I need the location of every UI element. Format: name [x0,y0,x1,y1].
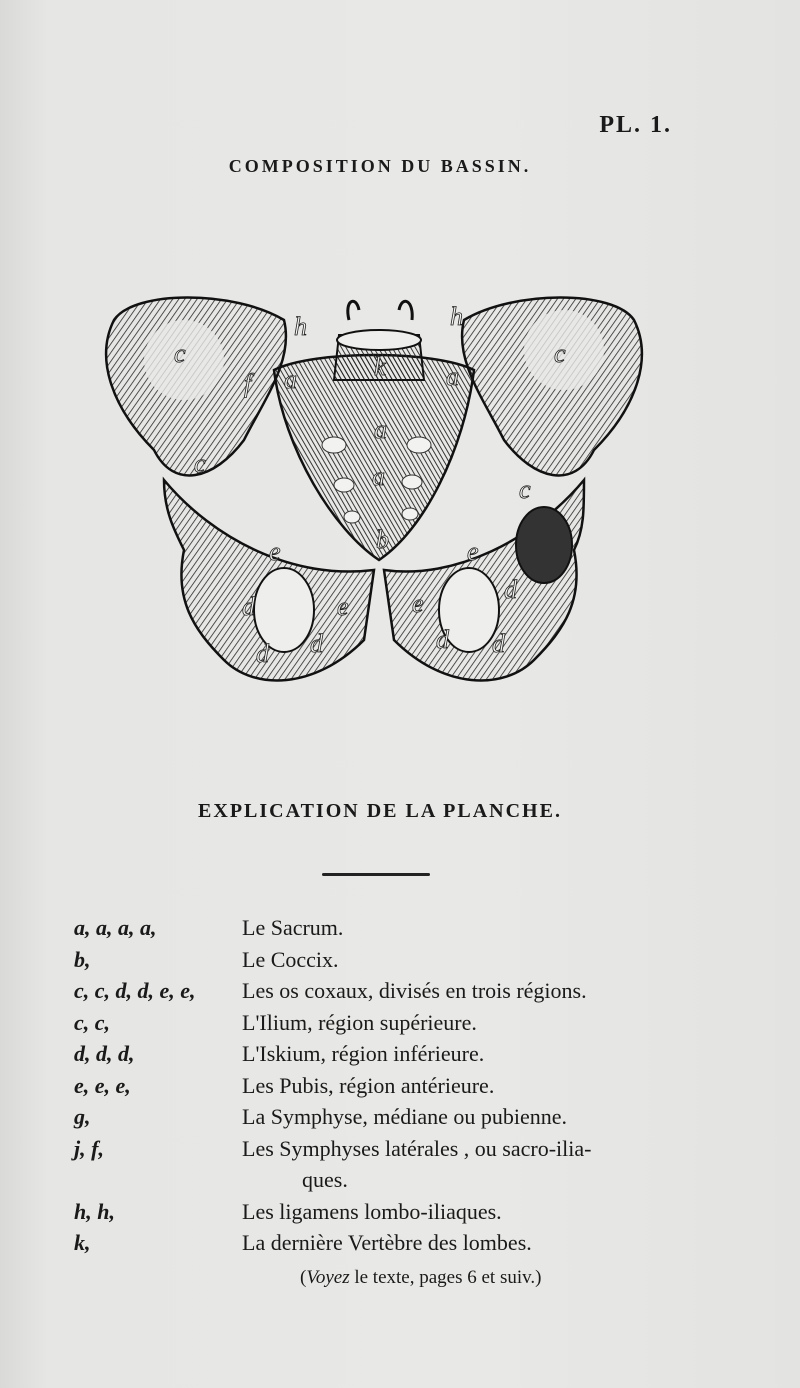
label-a-1: a [284,365,297,394]
legend-description: La dernière Vertèbre des lombes. [242,1230,532,1255]
legend-description: Les Pubis, région antérieure. [242,1072,495,1098]
explanation-title: EXPLICATION DE LA PLANCHE. [198,800,562,822]
legend-description: Le Sacrum. [242,915,344,940]
legend-letters: e, e, e, [74,1072,131,1098]
legend-letters: c, c, [74,1009,111,1035]
label-d-6: d [492,629,505,658]
legend-row [70,1133,710,1165]
legend-row [70,1196,710,1228]
legend-letters: d, d, d, [74,1041,135,1066]
label-h-right: h [450,302,463,331]
legend-row [70,1164,710,1196]
legend-description: La Symphyse, médiane ou pubienne. [242,1104,568,1129]
legend-description: L'Ilium, région supérieure. [242,1009,477,1035]
label-d-3: d [310,629,323,658]
legend-letters: a, a, a, a, [74,915,157,940]
label-c-right: c [554,339,566,368]
legend-row [70,1070,710,1102]
legend-row [70,912,710,944]
reference-text: le texte, pages 6 et suiv.) [349,1267,542,1288]
label-c-left: c [174,339,186,368]
plate-number: PL. 1. [599,112,672,138]
legend-letters: k, [74,1230,91,1255]
label-c-mid-right: c [519,475,531,504]
legend-letters: b, [74,946,91,972]
legend-description: Les ligamens lombo-iliaques. [242,1198,502,1224]
label-f: f [244,369,252,398]
label-c-mid-left: c [194,449,206,478]
legend-description: Les os coxaux, divisés en trois régions. [242,978,587,1003]
label-d-1: d [242,592,255,621]
sacrum [274,355,474,560]
text-reference [300,1267,541,1289]
label-e-1: e [269,537,281,566]
legend-description: Les Symphyses latérales , ou sacro-ilia- [242,1135,592,1161]
reference-open-paren: ( [300,1267,307,1288]
legend-row [70,1007,710,1039]
legend-description: Le Coccix. [242,946,339,972]
label-b: b [376,525,389,554]
label-d-5: d [436,625,449,654]
label-a-2: a [446,362,459,391]
legend-row [70,1038,710,1070]
legend-row [70,975,710,1007]
legend-row [70,944,710,976]
explanation-legend [70,912,710,1259]
legend-description: L'Iskium, région inférieure. [242,1041,485,1066]
legend-row [70,1101,710,1133]
legend-letters: g, [74,1104,91,1129]
label-d-4: d [504,575,517,604]
label-a-4: a [372,462,385,491]
legend-letters: c, c, d, d, e, e, [74,978,196,1003]
legend-row [70,1227,710,1259]
legend-description-continued: ques. [302,1167,348,1192]
label-e-4: e [412,589,424,618]
legend-letters: j, f, [74,1135,104,1161]
legend-letters: h, h, [74,1198,115,1224]
divider-rule [322,873,430,876]
reference-voyez: Voyez [306,1267,350,1288]
pelvis-illustration [94,280,654,700]
label-e-3: e [337,592,349,621]
label-e-2: e [467,537,479,566]
plate-title: COMPOSITION DU BASSIN. [228,156,532,176]
label-d-2: d [256,639,269,668]
label-a-3: a [374,415,387,444]
label-h-left: h [294,312,307,341]
label-k: k [374,352,386,381]
